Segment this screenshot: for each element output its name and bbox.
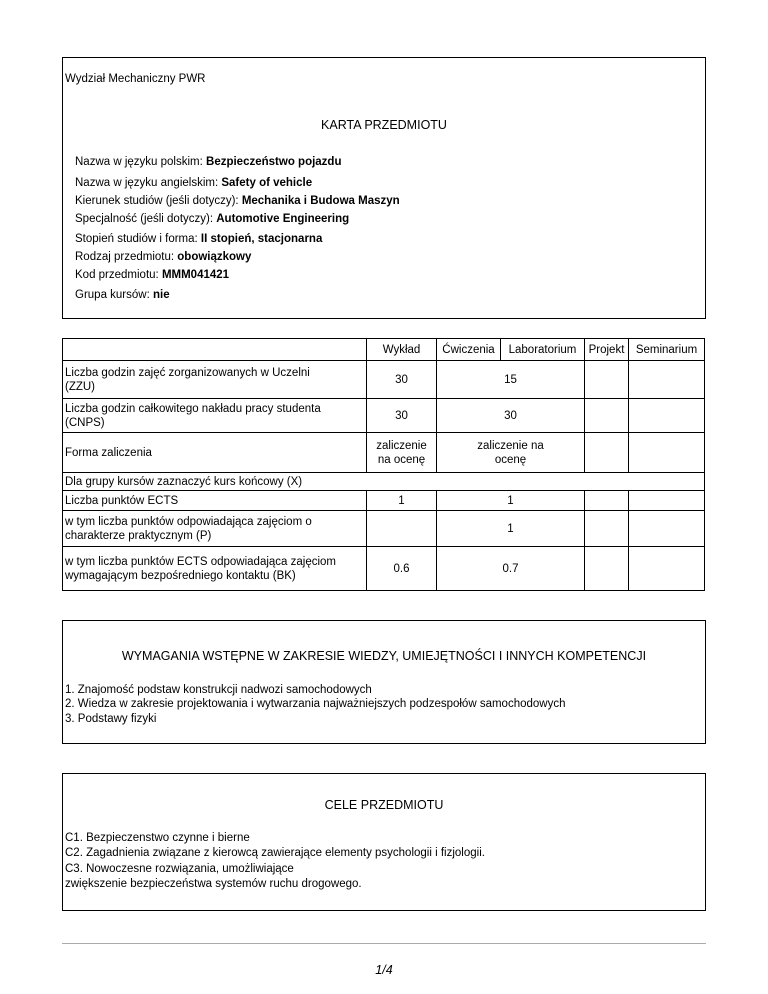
goal-item: C2. Zagadnienia związane z kierowcą zawierające elementy psychologii i fizjologii. [65, 847, 485, 859]
row-label-direct-contact: w tym liczba punktów ECTS odpowiadająca zajęciom wymagającym bezpośredniego kontaktu (BK) [63, 547, 367, 591]
field-specialty: Specjalność (jeśli dotyczy): Automotive Engineering [75, 213, 350, 225]
footer-divider [62, 943, 706, 944]
goals-title: CELE PRZEDMIOTU [324, 798, 444, 812]
cnps-project [585, 399, 629, 433]
row-label-ects: Liczba punktów ECTS [63, 491, 367, 511]
row-label-practical: w tym liczba punktów odpowiadająca zajęciom o charakterze praktycznym (P) [63, 511, 367, 547]
table-row [63, 473, 705, 491]
cnps-lecture: 30 [367, 399, 437, 433]
page-number: 1/4 [375, 963, 393, 977]
bk-laboratory: 0.7 [437, 547, 585, 591]
table-row [63, 547, 705, 591]
field-study-direction: Kierunek studiów (jeśli dotyczy): Mechanika i Budowa Maszyn [75, 195, 400, 207]
zzu-seminar [629, 361, 705, 399]
cnps-laboratory: 30 [437, 399, 585, 433]
practical-seminar [629, 511, 705, 547]
table-row [63, 399, 705, 433]
zzu-laboratory: 15 [437, 361, 585, 399]
table-row [63, 433, 705, 473]
assessment-seminar [629, 433, 705, 473]
field-name-pl: Nazwa w języku polskim: Bezpieczeństwo pojazdu [75, 156, 342, 168]
bk-seminar [629, 547, 705, 591]
hours-table [62, 338, 705, 591]
prerequisites-section [62, 620, 706, 744]
assessment-laboratory: zaliczenie na ocenę [437, 433, 585, 473]
prerequisite-item: 1. Znajomość podstaw konstrukcji nadwozi samochodowych [65, 684, 372, 696]
practical-lecture [367, 511, 437, 547]
ects-seminar [629, 491, 705, 511]
field-course-type: Rodzaj przedmiotu: obowiązkowy [75, 251, 252, 263]
col-project: Projekt [585, 339, 629, 361]
table-row [63, 491, 705, 511]
prerequisite-item: 2. Wiedza w zakresie projektowania i wytwarzania najważniejszych podzespołów samochodowych [65, 698, 566, 710]
faculty-name: Wydział Mechaniczny PWR [65, 73, 206, 85]
table-corner-cell [63, 339, 367, 361]
course-card-header [62, 57, 706, 319]
assessment-project [585, 433, 629, 473]
col-seminar: Seminarium [629, 339, 705, 361]
practical-project [585, 511, 629, 547]
prerequisites-title: WYMAGANIA WSTĘPNE W ZAKRESIE WIEDZY, UMIEJĘTNOŚCI I INNYCH KOMPETENCJI [121, 649, 647, 663]
ects-laboratory: 1 [437, 491, 585, 511]
row-label-cnps: Liczba godzin całkowitego nakładu pracy studenta (CNPS) [63, 399, 367, 433]
goal-item: C3. Nowoczesne rozwiązania, umożliwiające [65, 863, 294, 875]
field-name-en: Nazwa w języku angielskim: Safety of vehicle [75, 177, 313, 189]
practical-laboratory: 1 [437, 511, 585, 547]
row-label-assessment: Forma zaliczenia [63, 433, 367, 473]
bk-project [585, 547, 629, 591]
prerequisite-item: 3. Podstawy fizyki [65, 713, 157, 725]
zzu-project [585, 361, 629, 399]
field-course-group: Grupa kursów: nie [75, 289, 170, 301]
table-row [63, 511, 705, 547]
goal-item: C1. Bezpieczenstwo czynne i bierne [65, 832, 250, 844]
col-laboratory: Laboratorium [501, 339, 585, 361]
col-exercises: Ćwiczenia [437, 339, 501, 361]
assessment-lecture: zaliczenie na ocenę [367, 433, 437, 473]
col-lecture: Wykład [367, 339, 437, 361]
ects-project [585, 491, 629, 511]
table-header-row [63, 339, 705, 361]
card-title: KARTA PRZEDMIOTU [321, 118, 447, 132]
bk-lecture: 0.6 [367, 547, 437, 591]
row-label-final-course: Dla grupy kursów zaznaczyć kurs końcowy (X) [63, 473, 705, 491]
field-course-code: Kod przedmiotu: MMM041421 [75, 269, 230, 281]
row-label-zzu: Liczba godzin zajęć zorganizowanych w Uczelni (ZZU) [63, 361, 367, 399]
zzu-lecture: 30 [367, 361, 437, 399]
course-goals-section [62, 773, 706, 911]
field-degree-form: Stopień studiów i forma: II stopień, stacjonarna [75, 233, 323, 245]
table-row [63, 361, 705, 399]
cnps-seminar [629, 399, 705, 433]
goal-item: zwiększenie bezpieczeństwa systemów ruchu drogowego. [65, 878, 362, 890]
ects-lecture: 1 [367, 491, 437, 511]
